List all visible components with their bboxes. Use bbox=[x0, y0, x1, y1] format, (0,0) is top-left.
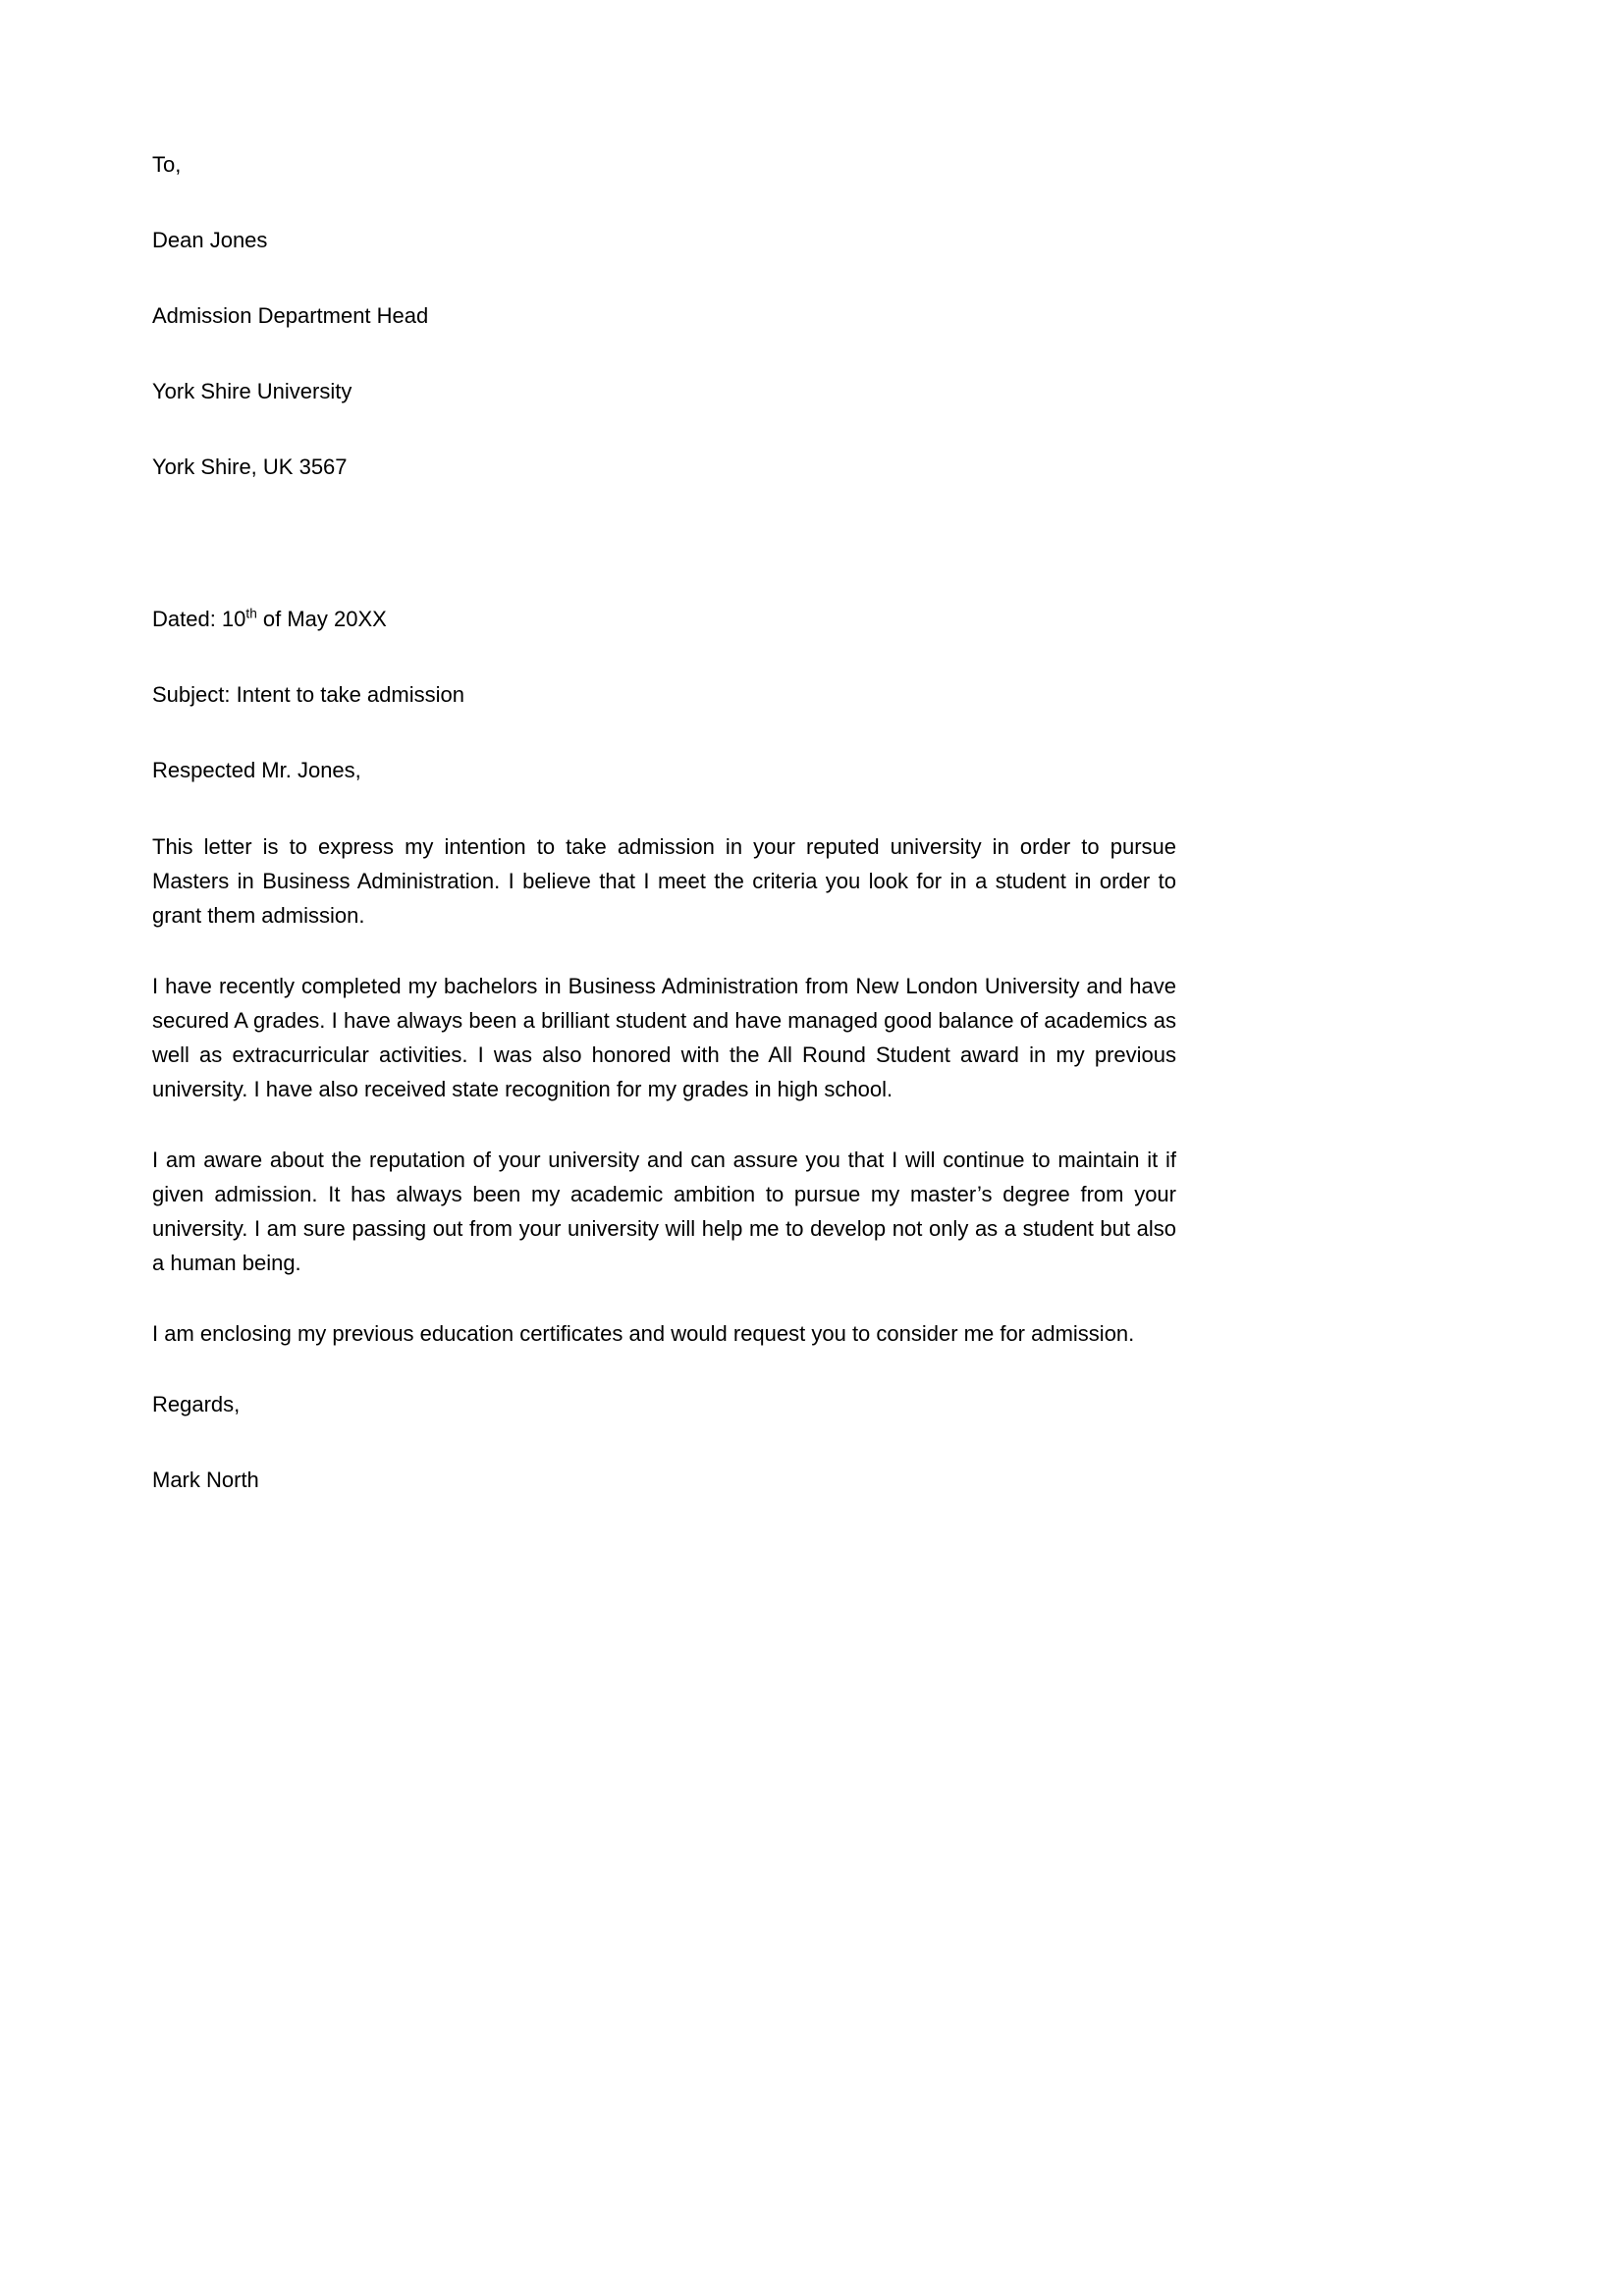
recipient-address: York Shire, UK 3567 bbox=[152, 454, 348, 479]
closing-salutation: Regards, bbox=[152, 1392, 241, 1416]
letter-subject: Subject: Intent to take admission bbox=[152, 682, 464, 707]
recipient-name: Dean Jones bbox=[152, 228, 268, 252]
recipient-organization: York Shire University bbox=[152, 379, 352, 403]
letter-salutation: Respected Mr. Jones, bbox=[152, 758, 361, 782]
body-paragraph-3: I am aware about the reputation of your university and can assure you that I will continue to maintain it if given admission. It has always been my academic ambition to pursue my master’s degree from your university. I am sure passing out from your university will help me to develop not only as a student but also a human being. bbox=[152, 1148, 1176, 1275]
date-suffix: of May 20XX bbox=[256, 607, 387, 631]
body-paragraph-4: I am enclosing my previous education certificates and would request you to consider me for admission. bbox=[152, 1321, 1135, 1346]
address-date-spacer bbox=[152, 525, 1176, 602]
letter-date bbox=[152, 602, 1176, 636]
body-paragraph-2: I have recently completed my bachelors in Business Administration from New London University and have secured A grades. I have always been a brilliant student and have managed good balance of academics as well as extracurricular activities. I was also honored with the All Round Student award in my previous university. I have also received state recognition for my grades in high school. bbox=[152, 974, 1176, 1101]
recipient-title: Admission Department Head bbox=[152, 303, 429, 328]
date-ordinal-suffix: th bbox=[245, 606, 257, 621]
recipient-to-label: To, bbox=[152, 152, 182, 177]
body-paragraph-1: This letter is to express my intention to take admission in your reputed university in order to pursue Masters in Business Administration. I believe that I meet the criteria you look for in a student in order to grant them admission. bbox=[152, 834, 1176, 928]
signature-name: Mark North bbox=[152, 1468, 259, 1492]
date-prefix: Dated: 10 bbox=[152, 607, 246, 631]
letter-content bbox=[152, 147, 1176, 1497]
